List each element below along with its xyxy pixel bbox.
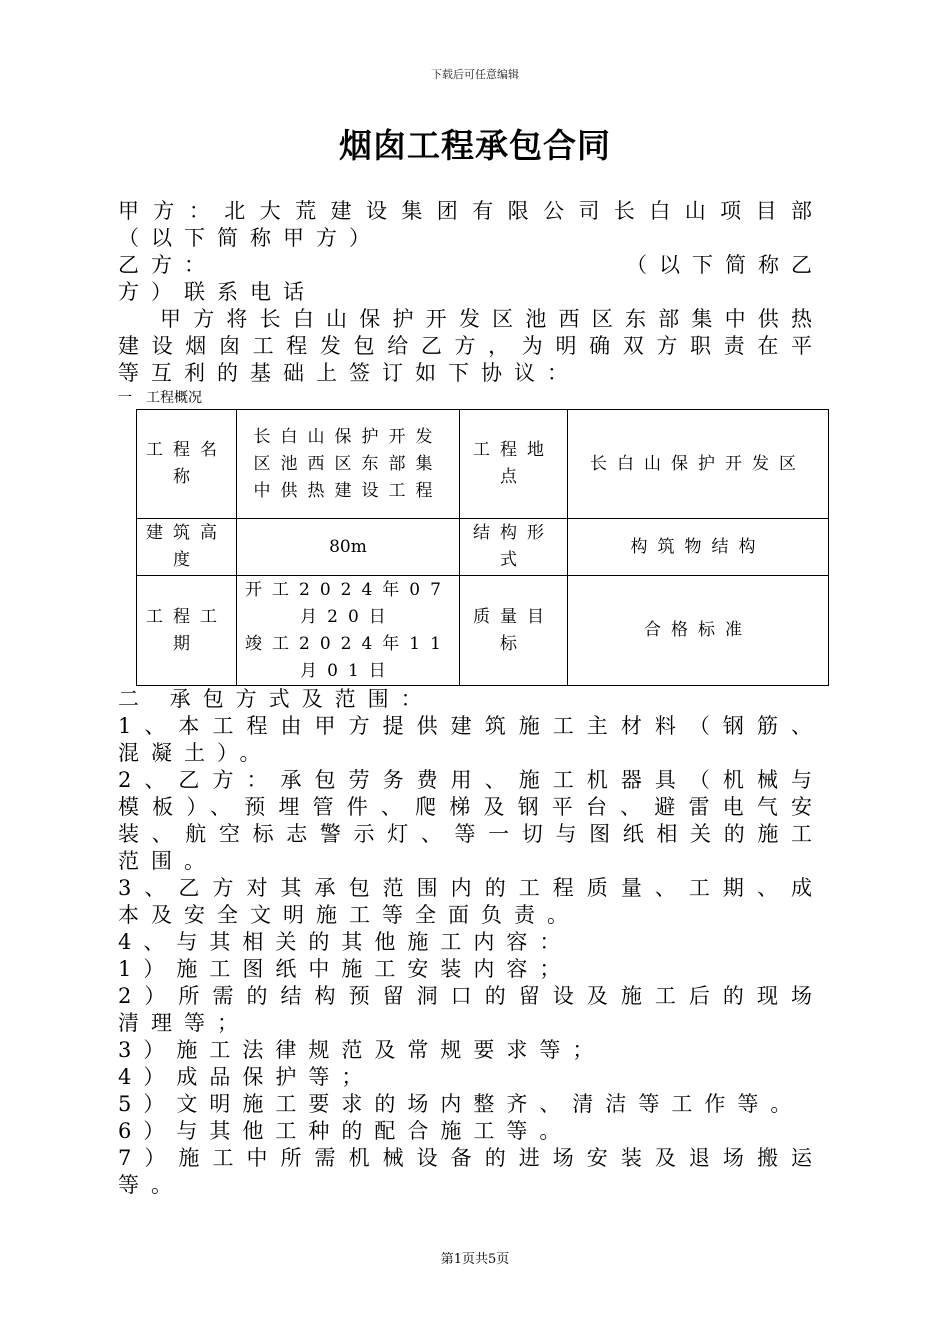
list-item: 2、乙方：承包劳务费用、施工机器具（机械与模板）、预埋管件、爬梯及钢平台、避雷电气安装、航空标志警示灯、等一切与图纸相关的施工范围。 (118, 768, 824, 873)
header-note: 下载后可任意编辑 (431, 68, 519, 81)
page-footer: 第1页共5页 (440, 1252, 510, 1267)
list-item: 6）与其他工种的配合施工等。 (118, 1119, 573, 1143)
label-building-height: 建筑高度 (137, 519, 237, 576)
label-project-duration: 工程工期 (137, 576, 237, 686)
intro-paragraph: 甲方将长白山保护开发区池西区东部集中供热建设烟囱工程发包给乙方，为明确双方职责在平等互利的基础上签订如下协议： (118, 307, 824, 385)
list-item: 7）施工中所需机械设备的进场安装及退场搬运等。 (118, 1146, 824, 1197)
section-1-number: 一 (118, 390, 132, 406)
party-b-label: 乙方： (118, 253, 217, 277)
table-row (137, 410, 829, 519)
list-item: 5）文明施工要求的场内整齐、清洁等工作等。 (118, 1092, 804, 1116)
document-title: 烟囱工程承包合同 (339, 126, 611, 165)
list-item: 1、本工程由甲方提供建筑施工主材料（钢筋、混凝土）。 (118, 714, 824, 765)
section-1-heading (118, 389, 824, 407)
list-item: 3）施工法律规范及常规要求等； (118, 1038, 606, 1062)
label-project-name: 工程名称 (137, 410, 237, 519)
project-overview-table (136, 409, 829, 686)
start-date: 开工2024年07月20日 (245, 579, 451, 627)
value-structure-type: 构筑物结构 (568, 519, 829, 576)
list-item: 4、与其相关的其他施工内容： (118, 930, 573, 954)
label-quality-target: 质量目标 (460, 576, 568, 686)
section-2-heading: 二 承包方式及范围： (118, 687, 434, 711)
table-row (137, 576, 829, 686)
list-item: 4）成品保护等； (118, 1065, 375, 1089)
document-body (118, 198, 824, 1199)
value-project-duration (237, 576, 460, 686)
list-item: 2）所需的结构预留洞口的留设及施工后的现场清理等； (118, 984, 824, 1035)
completion-date: 竣工2024年11月01日 (245, 633, 451, 681)
party-b-suffix: （以下简称乙 (626, 253, 824, 277)
table-row (137, 519, 829, 576)
list-item: 3、乙方对其承包范围内的工程质量、工期、成本及安全文明施工等全面负责。 (118, 876, 824, 927)
list-item: 1）施工图纸中施工安装内容； (118, 957, 573, 981)
value-project-location: 长白山保护开发区 (568, 410, 829, 519)
value-quality-target: 合格标准 (568, 576, 829, 686)
label-structure-type: 结构形式 (460, 519, 568, 576)
party-b-contact: 方）联系电话 (118, 280, 316, 304)
party-b (118, 252, 824, 279)
section-1-title: 工程概况 (146, 390, 202, 406)
party-a: 甲方：北大荒建设集团有限公司长白山项目部（以下简称甲方） (118, 199, 824, 250)
value-project-name: 长白山保护开发区池西区东部集中供热建设工程 (237, 410, 460, 519)
value-building-height: 80m (237, 519, 460, 576)
label-project-location: 工程地点 (460, 410, 568, 519)
